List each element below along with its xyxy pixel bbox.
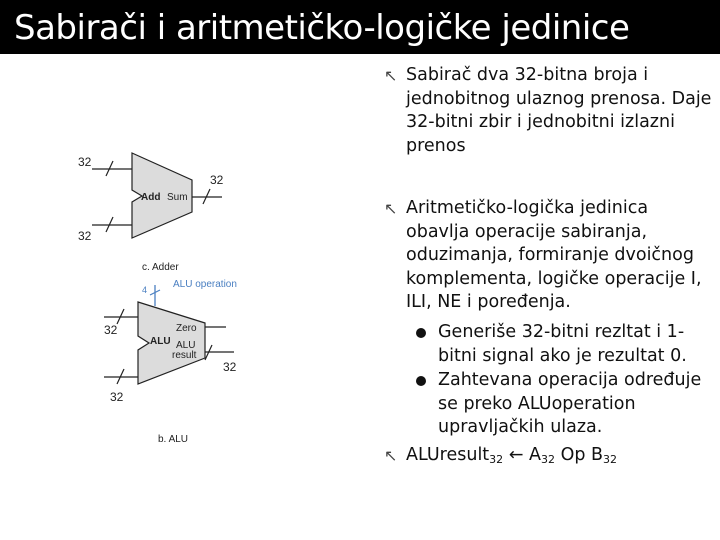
alu-input-b-width: 32	[110, 390, 124, 404]
bullet-alu-text: Aritmetičko-logička jedinica obavlja operacije sabiranja, oduzimanja, formiranje dvoičnog komplementa, logičke operacije I, ILI, NE i poređenja.	[406, 198, 702, 312]
title-bar	[0, 0, 720, 54]
sub-bullet-zero-signal	[406, 321, 706, 368]
adder-alu-diagram	[0, 54, 400, 540]
formula-b-sub: 32	[603, 453, 618, 466]
bullet-arrow-icon: ↖	[384, 446, 398, 465]
bullet-arrow-icon: ↖	[384, 199, 398, 218]
alu-caption: b. ALU	[158, 434, 189, 445]
formula-b: B	[591, 445, 604, 465]
adder-output-label: Sum	[167, 192, 188, 203]
slide-title: Sabirači i aritmetičko-logičke jedinice	[14, 8, 630, 48]
adder-input-b-width: 32	[78, 229, 92, 243]
adder-output-width: 32	[210, 173, 224, 187]
alu-control-label: ALU operation	[173, 279, 237, 290]
bullet-arrow-icon: ↖	[384, 66, 398, 85]
alu-input-a-width: 32	[104, 323, 118, 337]
alu-result-label-1: ALU	[176, 340, 196, 351]
formula-arrow: ←	[508, 445, 524, 465]
adder-diagram	[78, 153, 224, 273]
formula-alu-result: ALUresult	[406, 445, 490, 465]
adder-caption: c. Adder	[142, 262, 179, 273]
adder-block-label: Add	[141, 192, 161, 203]
sub-bullet-zero-signal-text: Generiše 32-bitni rezltat i 1-bitni signal ako je rezultat 0.	[438, 322, 687, 366]
alu-diagram	[104, 279, 237, 445]
formula-a-sub: 32	[540, 453, 555, 466]
formula-alu-result-sub: 32	[489, 453, 504, 466]
alu-formula	[406, 444, 714, 472]
bullet-adder-text: Sabirač dva 32-bitna broja i jednobitnog ulaznog prenosa. Daje 32-bitni zbir i jednobitni izlazni prenos	[406, 65, 712, 156]
bullet-dot-icon	[416, 376, 426, 386]
bullet-adder	[384, 64, 714, 158]
formula-op: Op	[560, 445, 586, 465]
alu-zero-label: Zero	[176, 323, 197, 334]
alu-block-label: ALU	[150, 336, 171, 347]
bullet-alu-formula	[384, 444, 714, 472]
bullet-dot-icon	[416, 328, 426, 338]
alu-output-width: 32	[223, 360, 237, 374]
sub-bullet-operation-text: Zahtevana operacija određuje se preko ALUoperation upravljačkih ulaza.	[438, 370, 702, 437]
adder-input-a-width: 32	[78, 155, 92, 169]
alu-control-width: 4	[142, 285, 148, 295]
sub-bullet-operation	[406, 369, 706, 440]
alu-result-label-2: result	[172, 350, 197, 361]
bullet-alu	[384, 197, 714, 315]
formula-a: A	[529, 445, 541, 465]
